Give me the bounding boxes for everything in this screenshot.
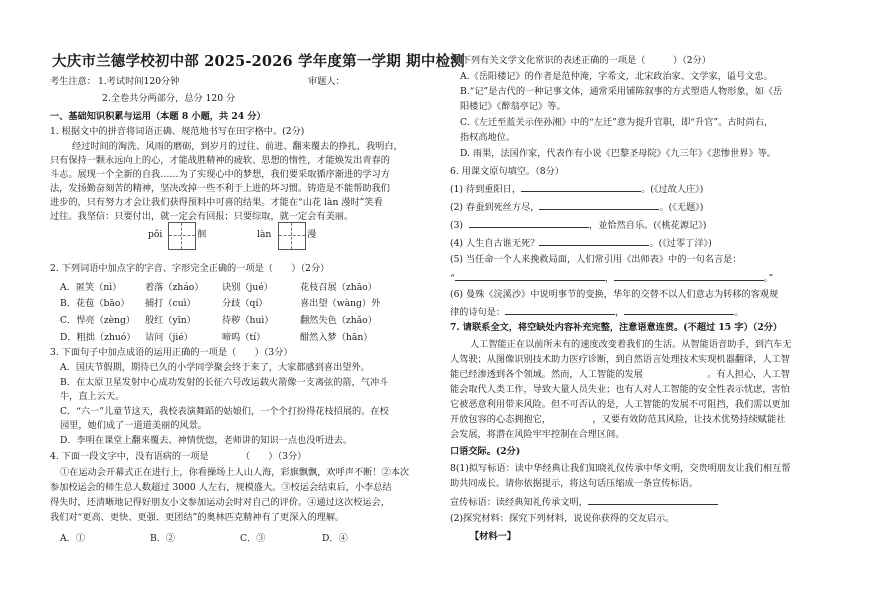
q6-stem: 6. 用课文原句填空。（8分） [450, 166, 564, 177]
q6-item [450, 182, 703, 196]
q2-option: D．粗拙（zhuó） [60, 332, 136, 343]
q5-stem: 5. 下列有关文学文化常识的表述正确的一项是（ ）（2分） [450, 55, 711, 66]
q6-item-5-answer [450, 271, 773, 285]
q1-line: 经过时间的淘洗、风雨的磨砺，到岁月的过往、前进、翻来覆去的挣扎，我明白， [72, 141, 403, 152]
q7-line: 它被恶意利用带来风险。但不可否认的是，人工智能的发展不可阻挡，我们需以更加 [450, 399, 790, 410]
q7-line: 会发展，将潜在风险牢牢控制在合理区间。 [450, 429, 625, 440]
q6-item-source: ，並恰然自乐。(《桃花源记》) [589, 220, 707, 231]
comma: ， [604, 273, 614, 284]
q2-option: 诀别（jué） [222, 282, 273, 293]
q5-line: 指权高地位。 [460, 132, 516, 143]
q6-item [450, 200, 703, 214]
q1-line: 只有保持一颗永远向上的心，才能战胜精神的疲软、思想的惰性，才能焕发出青春的 [50, 155, 390, 166]
q1-line: 法，发扬勤奋刻苦的精神，坚决改掉一些不利于上进的坏习惯。铸造是不能帮助我们 [50, 183, 390, 194]
tianzige-box[interactable] [168, 222, 196, 250]
pinyin-1-char: 徊 [197, 229, 207, 240]
answer-blank[interactable] [539, 200, 659, 210]
open-quote: “ [450, 273, 455, 284]
q4-option-a: A．① [60, 533, 86, 544]
q4-option-d: D．④ [322, 533, 348, 544]
q2-option: 诘问（jié） [145, 332, 193, 343]
q7-stem: 7. 请联系全文，将空缺处内容补充完整，注意语意连贯。(不超过 15 字）（2分） [450, 322, 783, 333]
close-quote: 。” [763, 273, 774, 284]
q2-option: 待秽（huì） [222, 315, 274, 326]
answer-blank[interactable] [539, 236, 649, 246]
q1-line: 进步的，只有努力才会让我们获得预料中可喜的结果。才能在“山花 làn 漫时”笑看 [50, 197, 383, 208]
q5-line: B.“记”是古代的一种记事文体，通常采用铺陈叙事的方式塑造人物形象，如《岳 [460, 86, 783, 97]
q1-line: 过往。我坚信：只要付出，就一定会有回报；只要综取，就一定会有美丽。 [50, 211, 354, 222]
q3-line: 园里，她们成了一道道美丽的风景。 [60, 420, 207, 431]
tianzige-box[interactable] [278, 222, 306, 250]
q6-item-6-answer [450, 305, 744, 319]
q8-line: 助共同成长。请你依据提示，将这句话压缩成一条宣传标语。 [450, 478, 699, 489]
q7-line: 能会取代人类工作，导致大量人员失业；也有人对人工智能的安全性表示忧虑，害怕 [450, 384, 790, 395]
q5-line: C.《左迁至蓝关示侄孙湘》中的“左迁”意为提升官职，即“升官”。古时尚右， [460, 117, 774, 128]
q3-line: C．“六一”儿童节这天，我校表演舞蹈的姑娘们，一个个打扮得花枝招展的。在校 [60, 406, 389, 417]
q8-part-2: (2)探究材料：探究下列材料，说说你获得的交友启示。 [450, 513, 675, 524]
q6-item-6-label: 律的诗句是： [450, 307, 506, 318]
q6-item-text: (4) 人生自古谁无死？ [450, 238, 540, 249]
q2-option: 分歧（qí） [222, 298, 268, 309]
q4-option-b: B．② [150, 533, 176, 544]
q4-line: ①在运动会开幕式正在进行上，你看操场上人山人海，彩旗飘飘，欢呼声不断！②本次 [60, 467, 410, 478]
q2-option: 殷红（yīn） [145, 315, 196, 326]
answer-blank[interactable] [521, 182, 641, 192]
q4-line: 得失时，还清晰地记得好朋友小文参加运动会时对自己的评价。④通过这次校运会， [50, 497, 390, 508]
q3-line: 牛，直上云天。 [60, 391, 125, 402]
q7-line: 人工智能正在以前所未有的速度改变着我们的生活。从智能语音助手，到汽车无 [470, 339, 792, 350]
answer-blank[interactable] [624, 305, 734, 315]
q6-item-text: (2) 春蚕到死丝方尽， [450, 202, 540, 213]
pinyin-2-char: 漫 [307, 229, 317, 240]
q2-option: 酣然入梦（hān） [300, 332, 373, 343]
q2-option: 着落（zháo） [145, 282, 204, 293]
comma: ， [615, 307, 625, 318]
q2-option: C．悍亮（zèng） [60, 315, 136, 326]
q4-stem: 4. 下面一段文字中，没有语病的一项是 （ ）（3分） [50, 451, 307, 462]
q6-item [450, 218, 706, 232]
notice-2: 2.全卷共分两部分，总分 120 分 [102, 93, 236, 104]
q2-option: 花枝召展（zhāo） [300, 282, 377, 293]
answer-blank[interactable] [469, 218, 589, 228]
notice-1: 1.考试时间120分钟 [98, 76, 180, 87]
answer-blank[interactable] [614, 271, 764, 281]
q7-line: 能已经渗透到各个领域。然而，人工智能的发展 。有人担心，人工智 [450, 369, 790, 380]
q2-option: A．匿笑（nì） [60, 282, 122, 293]
answer-blank[interactable] [588, 495, 718, 505]
q6-item-source: 。(《过零丁洋》) [649, 238, 712, 249]
q4-line: 参加校运会的师生总人数超过 3000 人左右，规模盛大。③校运会结束后，小李总结 [50, 482, 392, 493]
material-heading: 【材料一】 [470, 531, 516, 542]
q2-option: 喜出望（wàng）外 [300, 298, 381, 309]
q7-line: 开放包容的心态拥抱它， ，又要有效防范其风险，让技术优势持续赋能社 [450, 414, 786, 425]
answer-blank[interactable] [455, 271, 605, 281]
q6-item-6: (6) 曼殊《浣溪沙》中说明事节的变换，华年的交替不以人们意志为转移的客观规 [450, 289, 779, 300]
pinyin-2: làn [257, 229, 272, 240]
q2-stem: 2. 下列词语中加点字的字音、字形完全正确的一项是（ ）（2分） [50, 263, 330, 274]
section-1-heading: 一、基础知识积累与运用（本题 8 小题，共 24 分） [50, 111, 266, 122]
q6-item-5: (5) 当任命一个人来挽救局面，人们常引用《出师表》中的一句名言是： [450, 254, 742, 265]
notice-label: 考生注意： [50, 76, 96, 87]
q6-item-text: (1) 待到重阳日， [450, 184, 522, 195]
q5-line: D. 雨果，法国作家，代表作有小说《巴黎圣母院》《九三年》《悲惨世界》等。 [460, 148, 777, 159]
reviewer: 审题人： [308, 76, 345, 87]
q6-item-source: 。(《过故人庄》) [641, 184, 704, 195]
oral-heading: 口语交际。(2分) [450, 446, 521, 457]
q3-line: D．李明在课堂上翻来覆去、神情恍惚，老师讲的知识一点也没听进去。 [60, 435, 353, 446]
answer-blank[interactable] [505, 305, 615, 315]
page-title: 大庆市兰德学校初中部 2025-2026 学年度第一学期 期中检测 [52, 53, 465, 70]
q2-option: 啼呜（tí） [222, 332, 266, 343]
q2-option: 捕打（cuì） [145, 298, 196, 309]
q1-line: 斗志。展现一个全新的自我……为了实现心中的梦想，我们要采取循序渐进的学习方 [50, 169, 390, 180]
q3-line: A．国庆节假期，期待已久的小学同学聚会终于来了，大家都感到喜出望外。 [60, 362, 370, 373]
q5-line: A.《岳阳楼记》的作者是范仲淹，字希文，北宋政治家、文学家，谥号文忠。 [460, 71, 773, 82]
q4-option-c: C．③ [240, 533, 266, 544]
q6-item-source: 。(《无题》) [659, 202, 704, 213]
q3-line: B．在太原卫星发射中心成功发射的长征六号改运载火箭像一支离弦的箭，气冲斗 [60, 377, 389, 388]
q2-option: 翻然失色（zhǎo） [300, 315, 377, 326]
pinyin-1: pǒi [148, 229, 163, 240]
q6-item-text: (3) [450, 220, 464, 231]
q8-slogan [450, 495, 718, 509]
q5-line: 阳楼记》《醉翁亭记》等。 [460, 101, 566, 112]
q8-line: 8(1)拟写标语：读中华经典让我们知晓礼仪传承中华文明，交贵明朋友让我们相互帮 [450, 463, 791, 474]
period: 。 [734, 307, 744, 318]
q3-stem: 3. 下面句子中加点成语的运用正确的一项是（ ）（3分） [50, 347, 293, 358]
q7-line: 人驾驶；从图像识别技术助力医疗诊断，到自然语言处理技术实现机器翻译，人工智 [450, 354, 790, 365]
q4-line: 我们对“更高、更快、更强、更团结”的奥林匹克精神有了更深入的理解。 [50, 512, 345, 523]
q8-slogan-prefix: 宣传标语：读经典知礼传承文明， [450, 497, 588, 508]
q6-item [450, 236, 712, 250]
q2-option: B．花苞（bāo） [60, 298, 130, 309]
q1-stem: 1. 根据文中的拼音将词语正确、规范地书写在田字格中。(2分) [50, 126, 305, 137]
